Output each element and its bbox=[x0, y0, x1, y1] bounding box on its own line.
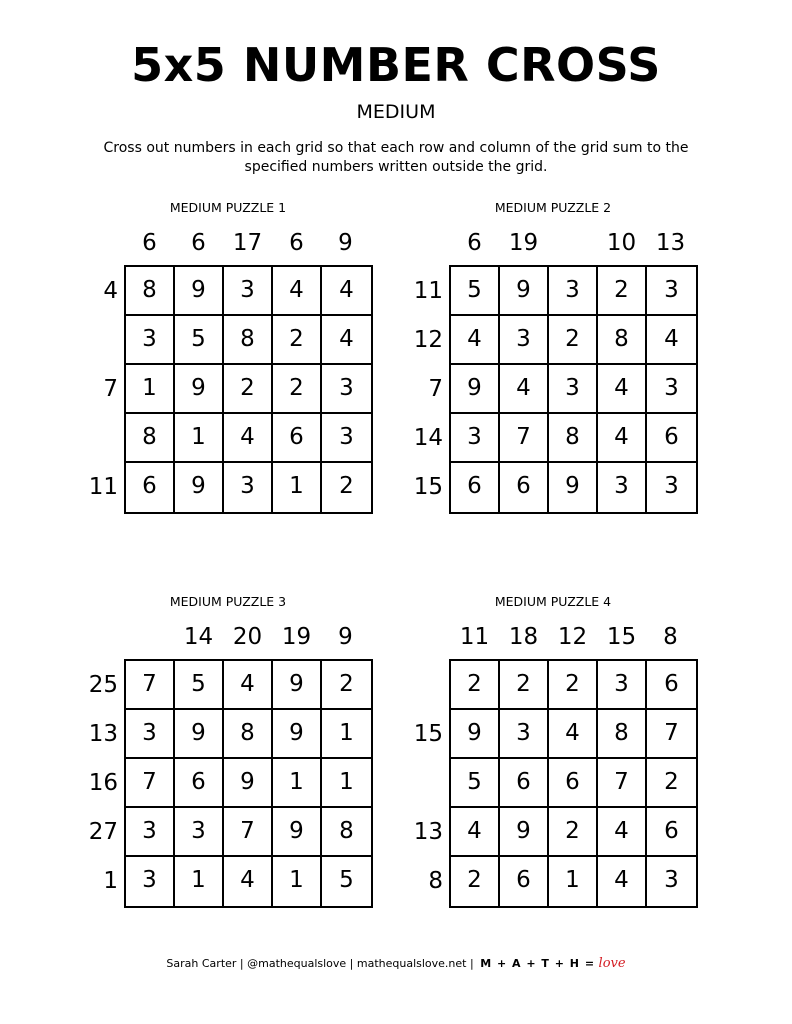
column-clue: 6 bbox=[289, 230, 304, 256]
grid-cell[interactable]: 2 bbox=[273, 316, 322, 365]
grid-cell[interactable]: 2 bbox=[647, 759, 696, 808]
grid-cell[interactable]: 9 bbox=[175, 710, 224, 759]
grid-cell[interactable]: 4 bbox=[647, 316, 696, 365]
number-grid bbox=[124, 265, 373, 514]
grid-cell[interactable]: 7 bbox=[126, 661, 175, 710]
grid-cell[interactable]: 6 bbox=[647, 661, 696, 710]
grid-cell[interactable]: 2 bbox=[451, 661, 500, 710]
grid-cell[interactable]: 4 bbox=[224, 661, 273, 710]
row-clue: 8 bbox=[428, 868, 443, 894]
row-clue: 1 bbox=[103, 868, 118, 894]
grid-cell[interactable]: 3 bbox=[322, 365, 371, 414]
grid-cell[interactable]: 4 bbox=[598, 808, 647, 857]
column-clue: 15 bbox=[606, 624, 637, 650]
grid-cell[interactable]: 8 bbox=[322, 808, 371, 857]
grid-cell[interactable]: 2 bbox=[339, 473, 354, 499]
number-grid bbox=[124, 659, 373, 908]
grid-cell[interactable]: 5 bbox=[175, 661, 224, 710]
number-grid bbox=[449, 265, 698, 514]
grid-cell[interactable]: 1 bbox=[126, 365, 175, 414]
grid-cell[interactable]: 6 bbox=[500, 463, 549, 512]
column-clue: 18 bbox=[508, 624, 539, 650]
grid-cell[interactable]: 1 bbox=[175, 857, 224, 906]
grid-cell[interactable]: 6 bbox=[451, 463, 500, 512]
grid-cell[interactable]: 4 bbox=[598, 857, 647, 906]
grid-cell[interactable]: 2 bbox=[273, 365, 322, 414]
grid-cell[interactable]: 1 bbox=[273, 463, 322, 512]
grid-cell[interactable]: 5 bbox=[451, 759, 500, 808]
grid-cell[interactable]: 2 bbox=[549, 316, 598, 365]
grid-cell[interactable]: 3 bbox=[549, 267, 598, 316]
grid-cell[interactable]: 3 bbox=[664, 473, 679, 499]
grid-cell[interactable]: 4 bbox=[273, 267, 322, 316]
grid-cell[interactable]: 7 bbox=[598, 759, 647, 808]
grid-cell[interactable]: 3 bbox=[500, 710, 549, 759]
grid-cell[interactable]: 3 bbox=[322, 414, 371, 463]
column-clue: 6 bbox=[142, 230, 157, 256]
column-clue: 11 bbox=[459, 624, 490, 650]
grid-cell[interactable]: 4 bbox=[451, 808, 500, 857]
row-clue: 4 bbox=[103, 278, 118, 304]
grid-cell[interactable]: 8 bbox=[224, 710, 273, 759]
grid-cell[interactable]: 8 bbox=[126, 414, 175, 463]
row-clue: 7 bbox=[103, 376, 118, 402]
row-clue: 16 bbox=[88, 770, 118, 796]
grid-cell[interactable]: 1 bbox=[273, 857, 322, 906]
grid-cell[interactable]: 6 bbox=[500, 857, 549, 906]
footer-credits: Sarah Carter | @mathequalslove | mathequalslove.net | bbox=[166, 957, 474, 970]
grid-cell[interactable]: 3 bbox=[126, 857, 175, 906]
grid-cell[interactable]: 1 bbox=[273, 759, 322, 808]
grid-cell[interactable]: 2 bbox=[598, 267, 647, 316]
column-clue: 8 bbox=[663, 624, 678, 650]
grid-cell[interactable]: 9 bbox=[224, 759, 273, 808]
grid-cell[interactable]: 2 bbox=[451, 857, 500, 906]
grid-cell[interactable]: 9 bbox=[451, 365, 500, 414]
grid-cell[interactable]: 3 bbox=[126, 316, 175, 365]
grid-cell[interactable]: 2 bbox=[500, 661, 549, 710]
grid-cell[interactable]: 3 bbox=[647, 365, 696, 414]
row-clue: 7 bbox=[428, 376, 443, 402]
column-clue: 19 bbox=[281, 624, 312, 650]
page-subtitle: MEDIUM bbox=[356, 101, 436, 123]
row-clue: 15 bbox=[413, 474, 443, 500]
number-grid bbox=[449, 659, 698, 908]
row-clue: 11 bbox=[413, 278, 443, 304]
grid-cell[interactable]: 6 bbox=[175, 759, 224, 808]
grid-cell[interactable]: 3 bbox=[224, 267, 273, 316]
grid-cell[interactable]: 3 bbox=[451, 414, 500, 463]
grid-cell[interactable]: 4 bbox=[322, 316, 371, 365]
grid-cell[interactable]: 2 bbox=[224, 365, 273, 414]
grid-cell[interactable]: 6 bbox=[500, 759, 549, 808]
puzzle-2 bbox=[403, 200, 703, 530]
column-clue: 20 bbox=[232, 624, 263, 650]
column-clue: 9 bbox=[338, 624, 353, 650]
column-clue: 13 bbox=[655, 230, 686, 256]
grid-cell[interactable]: 1 bbox=[322, 759, 371, 808]
grid-cell[interactable]: 9 bbox=[175, 463, 224, 512]
grid-cell[interactable]: 4 bbox=[598, 414, 647, 463]
grid-cell[interactable]: 8 bbox=[126, 267, 175, 316]
row-clue: 11 bbox=[88, 474, 118, 500]
grid-cell[interactable]: 7 bbox=[126, 759, 175, 808]
footer bbox=[0, 956, 792, 972]
grid-cell[interactable]: 1 bbox=[549, 857, 598, 906]
column-clue: 10 bbox=[606, 230, 637, 256]
row-clue: 27 bbox=[88, 819, 118, 845]
grid-cell[interactable]: 9 bbox=[549, 463, 598, 512]
grid-cell[interactable]: 3 bbox=[224, 463, 273, 512]
grid-cell[interactable]: 8 bbox=[224, 316, 273, 365]
instructions: Cross out numbers in each grid so that each row and column of the grid sum to the specified numbers written outside the grid. bbox=[103, 140, 689, 175]
grid-cell[interactable]: 9 bbox=[273, 661, 322, 710]
grid-cell[interactable]: 4 bbox=[224, 857, 273, 906]
grid-cell[interactable]: 9 bbox=[175, 365, 224, 414]
grid-cell[interactable]: 9 bbox=[500, 808, 549, 857]
grid-cell[interactable]: 4 bbox=[549, 710, 598, 759]
puzzle-4 bbox=[403, 594, 703, 924]
grid-cell[interactable]: 6 bbox=[549, 759, 598, 808]
grid-cell[interactable]: 7 bbox=[500, 414, 549, 463]
column-clue: 14 bbox=[183, 624, 214, 650]
grid-cell[interactable]: 5 bbox=[339, 867, 354, 893]
column-clue: 6 bbox=[467, 230, 482, 256]
row-clue: 12 bbox=[413, 327, 443, 353]
grid-cell[interactable]: 2 bbox=[322, 661, 371, 710]
grid-cell[interactable]: 4 bbox=[500, 365, 549, 414]
column-clue: 6 bbox=[191, 230, 206, 256]
grid-cell[interactable]: 9 bbox=[500, 267, 549, 316]
grid-cell[interactable]: 8 bbox=[598, 316, 647, 365]
column-clue: 17 bbox=[232, 230, 263, 256]
grid-cell[interactable]: 7 bbox=[647, 710, 696, 759]
grid-cell[interactable]: 1 bbox=[322, 710, 371, 759]
grid-cell[interactable]: 4 bbox=[224, 414, 273, 463]
grid-cell[interactable]: 6 bbox=[647, 808, 696, 857]
grid-cell[interactable]: 2 bbox=[549, 808, 598, 857]
puzzle-3 bbox=[78, 594, 378, 924]
column-clue: 12 bbox=[557, 624, 588, 650]
footer-brand: M + A + T + H = bbox=[480, 957, 596, 970]
grid-cell[interactable]: 7 bbox=[224, 808, 273, 857]
column-clue: 19 bbox=[508, 230, 539, 256]
grid-cell[interactable]: 3 bbox=[549, 365, 598, 414]
grid-cell[interactable]: 6 bbox=[126, 463, 175, 512]
grid-cell[interactable]: 3 bbox=[598, 661, 647, 710]
row-clue: 14 bbox=[413, 425, 443, 451]
row-clue: 13 bbox=[413, 819, 443, 845]
grid-cell[interactable]: 5 bbox=[175, 316, 224, 365]
grid-cell[interactable]: 3 bbox=[126, 808, 175, 857]
footer-love-logo: love bbox=[598, 956, 626, 971]
grid-cell[interactable]: 8 bbox=[598, 710, 647, 759]
puzzle-label: MEDIUM PUZZLE 1 bbox=[169, 200, 287, 215]
grid-cell[interactable]: 6 bbox=[273, 414, 322, 463]
row-clue: 25 bbox=[88, 672, 118, 698]
grid-cell[interactable]: 1 bbox=[175, 414, 224, 463]
grid-cell[interactable]: 4 bbox=[322, 267, 371, 316]
grid-cell[interactable]: 4 bbox=[598, 365, 647, 414]
grid-cell[interactable]: 9 bbox=[273, 710, 322, 759]
puzzle-label: MEDIUM PUZZLE 3 bbox=[169, 594, 287, 609]
grid-cell[interactable]: 3 bbox=[500, 316, 549, 365]
grid-cell[interactable]: 3 bbox=[126, 710, 175, 759]
row-clue: 15 bbox=[413, 721, 443, 747]
grid-cell[interactable]: 5 bbox=[451, 267, 500, 316]
grid-cell[interactable]: 3 bbox=[175, 808, 224, 857]
grid-cell[interactable]: 9 bbox=[451, 710, 500, 759]
grid-cell[interactable]: 8 bbox=[549, 414, 598, 463]
page-title: 5x5 NUMBER CROSS bbox=[131, 38, 661, 92]
row-clue: 13 bbox=[88, 721, 118, 747]
grid-cell[interactable]: 3 bbox=[664, 867, 679, 893]
column-clue: 9 bbox=[338, 230, 353, 256]
grid-cell[interactable]: 2 bbox=[549, 661, 598, 710]
grid-cell[interactable]: 6 bbox=[647, 414, 696, 463]
grid-cell[interactable]: 9 bbox=[273, 808, 322, 857]
grid-cell[interactable]: 3 bbox=[647, 267, 696, 316]
grid-cell[interactable]: 4 bbox=[451, 316, 500, 365]
grid-cell[interactable]: 9 bbox=[175, 267, 224, 316]
grid-cell[interactable]: 3 bbox=[598, 463, 647, 512]
puzzle-1 bbox=[78, 200, 378, 530]
puzzle-label: MEDIUM PUZZLE 4 bbox=[494, 594, 612, 609]
puzzle-label: MEDIUM PUZZLE 2 bbox=[494, 200, 612, 215]
